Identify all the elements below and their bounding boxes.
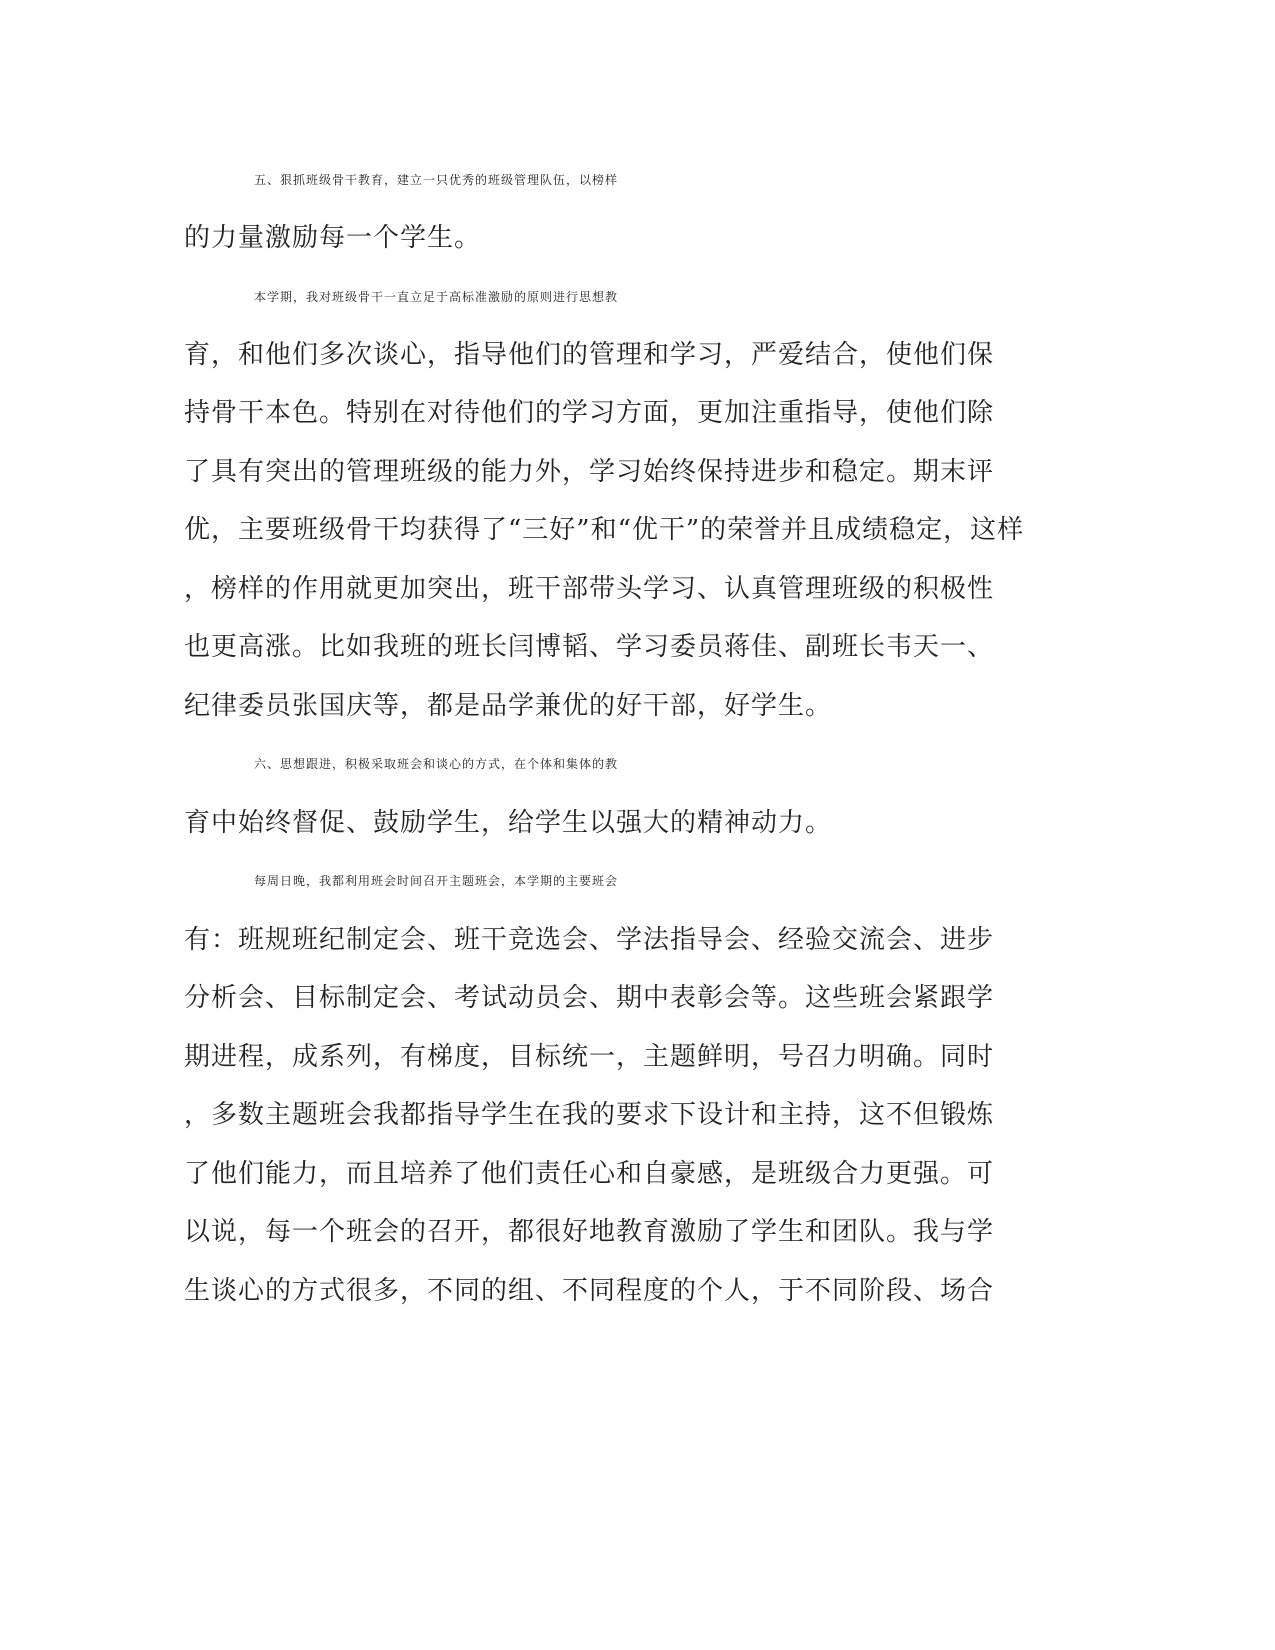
text-line: 期进程，成系列，有梯度，目标统一，主题鲜明，号召力明确。同时: [184, 1042, 995, 1072]
text-line: 纪律委员张国庆等，都是品学兼优的好干部，好学生。: [184, 691, 833, 721]
heading-five: 五、狠抓班级骨干教育，建立一只优秀的班级管理队伍，以榜样: [254, 173, 619, 187]
paragraph-start: 本学期，我对班级骨干一直立足于高标准激励的原则进行思想教: [254, 290, 619, 304]
text-line: 以说，每一个班会的召开，都很好地教育激励了学生和团队。我与学: [184, 1217, 995, 1247]
paragraph-start: 每周日晚，我都利用班会时间召开主题班会，本学期的主要班会: [254, 874, 619, 888]
text-line: ，榜样的作用就更加突出，班干部带头学习、认真管理班级的积极性: [184, 574, 995, 604]
text-line: 也更高涨。比如我班的班长闫博韬、学习委员蒋佳、副班长韦天一、: [184, 632, 995, 662]
text-line: 了具有突出的管理班级的能力外，学习始终保持进步和稳定。期末评: [184, 457, 995, 487]
text-line: 了他们能力，而且培养了他们责任心和自豪感，是班级合力更强。可: [184, 1159, 995, 1189]
text-line: 育中始终督促、鼓励学生，给学生以强大的精神动力。: [184, 808, 833, 838]
text-line: 优，主要班级骨干均获得了“三好”和“优干”的荣誉并且成绩稳定，这样: [184, 515, 1025, 545]
heading-six: 六、思想跟进，积极采取班会和谈心的方式，在个体和集体的教: [254, 757, 619, 771]
text-line: 育，和他们多次谈心，指导他们的管理和学习，严爱结合，使他们保: [184, 340, 995, 370]
text-line: 持骨干本色。特别在对待他们的学习方面，更加注重指导，使他们除: [184, 398, 995, 428]
text-line: 生谈心的方式很多，不同的组、不同程度的个人，于不同阶段、场合: [184, 1276, 995, 1306]
text-line: 有：班规班纪制定会、班干竞选会、学法指导会、经验交流会、进步: [184, 925, 995, 955]
text-line: 分析会、目标制定会、考试动员会、期中表彰会等。这些班会紧跟学: [184, 983, 995, 1013]
text-line: 的力量激励每一个学生。: [184, 223, 482, 253]
text-line: ，多数主题班会我都指导学生在我的要求下设计和主持，这不但锻炼: [184, 1100, 995, 1130]
